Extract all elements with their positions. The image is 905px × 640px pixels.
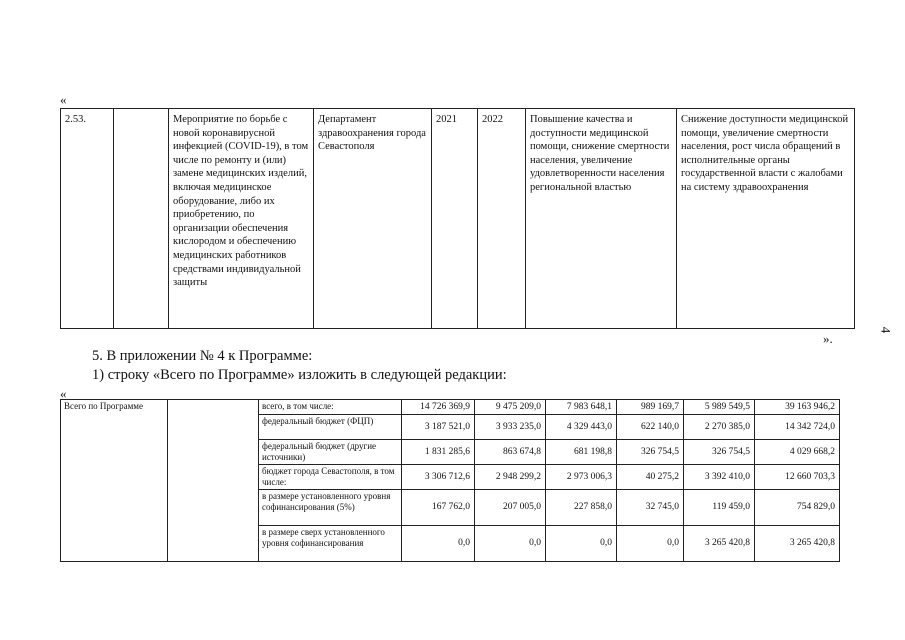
program-activity-table <box>60 108 855 329</box>
value-cell: 326 754,5 <box>684 440 755 465</box>
page-number: 4 <box>878 326 894 334</box>
value-cell: 4 329 443,0 <box>546 415 617 440</box>
value-cell: 167 762,0 <box>402 490 475 526</box>
value-cell: 863 674,8 <box>475 440 546 465</box>
value-cell: 2 973 006,3 <box>546 465 617 490</box>
value-cell: 754 829,0 <box>755 490 840 526</box>
value-cell: 3 187 521,0 <box>402 415 475 440</box>
table-row-2-53 <box>61 109 855 329</box>
value-cell: 14 726 369,9 <box>402 400 475 415</box>
value-cell: 3 392 410,0 <box>684 465 755 490</box>
value-cell: 32 745,0 <box>617 490 684 526</box>
value-cell: 207 005,0 <box>475 490 546 526</box>
funding-source: в размере установленного уровня софинансирования (5%) <box>259 490 402 526</box>
value-cell: 0,0 <box>402 526 475 562</box>
value-cell: 40 275,2 <box>617 465 684 490</box>
value-cell: 1 831 285,6 <box>402 440 475 465</box>
start-year: 2021 <box>432 109 478 329</box>
value-cell: 989 169,7 <box>617 400 684 415</box>
consequences: Снижение доступности медицинской помощи, увеличение смертности населения, рост числа обращений в исполнительные органы государственной власти с жалобами на систему здравоохранения <box>677 109 855 329</box>
paragraph-instruction: 1) строку «Всего по Программе» изложить в следующей редакции: <box>92 367 507 383</box>
value-cell: 3 265 420,8 <box>755 526 840 562</box>
value-cell: 0,0 <box>546 526 617 562</box>
funding-source: федеральный бюджет (другие источники) <box>259 440 402 465</box>
value-cell: 4 029 668,2 <box>755 440 840 465</box>
value-cell: 119 459,0 <box>684 490 755 526</box>
value-cell: 622 140,0 <box>617 415 684 440</box>
value-cell: 12 660 703,3 <box>755 465 840 490</box>
activity-name: Мероприятие по борьбе с новой коронавирусной инфекцией (COVID-19), в том числе по ремонту и (или) замене медицинских изделий, включая медицинское оборудование, либо их приобретению, по организации обеспечения кислородом и обеспечению медицинских работников средствами индивидуальной защиты <box>169 109 314 329</box>
funding-source: федеральный бюджет (ФЦП) <box>259 415 402 440</box>
value-cell: 39 163 946,2 <box>755 400 840 415</box>
row-label: Всего по Программе <box>61 400 168 562</box>
table-row <box>61 400 840 415</box>
paragraph-appendix: 5. В приложении № 4 к Программе: <box>92 348 313 364</box>
value-cell: 2 948 299,2 <box>475 465 546 490</box>
funding-source: в размере сверх установленного уровня софинансирования <box>259 526 402 562</box>
value-cell: 3 933 235,0 <box>475 415 546 440</box>
value-cell: 3 306 712,6 <box>402 465 475 490</box>
opening-quote: « <box>60 92 67 107</box>
end-year: 2022 <box>478 109 526 329</box>
value-cell: 326 754,5 <box>617 440 684 465</box>
opening-quote-2: « <box>60 386 67 401</box>
value-cell: 3 265 420,8 <box>684 526 755 562</box>
funding-source: всего, в том числе: <box>259 400 402 415</box>
executor: Департамент здравоохранения города Севастополя <box>314 109 432 329</box>
value-cell: 7 983 648,1 <box>546 400 617 415</box>
expected-result: Повышение качества и доступности медицинской помощи, снижение смертности населения, увеличение удовлетворенности населения региональной властью <box>526 109 677 329</box>
value-cell: 681 198,8 <box>546 440 617 465</box>
empty-cell <box>114 109 169 329</box>
value-cell: 0,0 <box>617 526 684 562</box>
row-number: 2.53. <box>61 109 114 329</box>
value-cell: 2 270 385,0 <box>684 415 755 440</box>
value-cell: 0,0 <box>475 526 546 562</box>
empty-cell <box>168 400 259 562</box>
funding-source: бюджет города Севастополя, в том числе: <box>259 465 402 490</box>
funding-table <box>60 399 840 562</box>
value-cell: 5 989 549,5 <box>684 400 755 415</box>
value-cell: 14 342 724,0 <box>755 415 840 440</box>
value-cell: 227 858,0 <box>546 490 617 526</box>
closing-quote: ». <box>823 331 833 346</box>
value-cell: 9 475 209,0 <box>475 400 546 415</box>
